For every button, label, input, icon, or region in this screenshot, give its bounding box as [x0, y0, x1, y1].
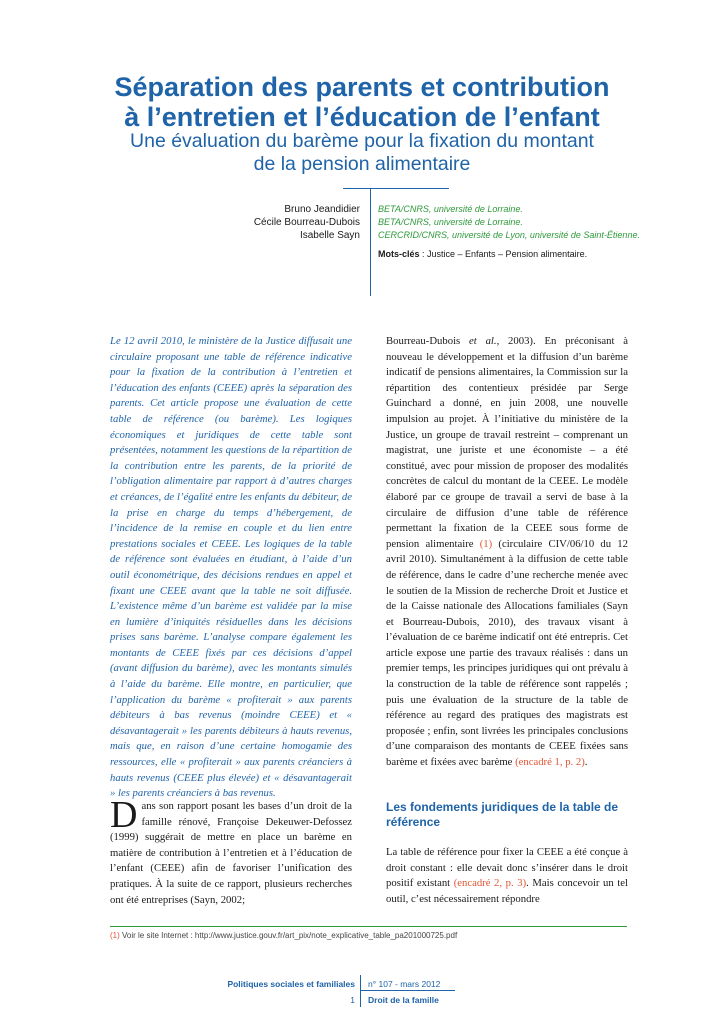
- footer-divider-horizontal: [360, 990, 455, 991]
- keywords: [378, 249, 587, 259]
- author-name: Bruno Jeandidier: [284, 204, 360, 215]
- article-title: [60, 72, 664, 132]
- body-text-left: [110, 794, 352, 908]
- text-run: , 2003). En préconisant à nouveau le développement et la diffusion d’un barème indicatif de pensions alimentaires, la Commission sur la répartition des contentieux présidée par Serge Guinchard a donné, en juin 2008, une nouvelle impulsion au projet. À l’initiative du ministère de la Justice, un groupe de travail restreint – comprenant un magistrat, une juriste et une économiste – a été constitué, avec pour mission de proposer des modalités concrètes de calcul du montant de la CEEE. Le modèle élaboré par ce groupe de travail a servi de base à la circulaire de diffusion d’une table de référence permettant la fixation de la CEEE sous forme de pension alimentaire: [386, 335, 629, 550]
- article-subtitle: [60, 130, 664, 176]
- author-list: [254, 203, 360, 243]
- footer-divider-vertical: [360, 975, 361, 1007]
- footer-rubric: Droit de la famille: [368, 995, 439, 1005]
- page-number: 1: [350, 995, 355, 1005]
- footnote-divider: [110, 926, 627, 927]
- author-name: Isabelle Sayn: [299, 230, 360, 242]
- text-run: . Mais concevoir un tel outil, c’est nécessairement répondre: [386, 877, 628, 905]
- text-run-italic: et al.: [469, 335, 497, 347]
- box-reference-link[interactable]: (encadré 1, p. 2): [515, 756, 585, 769]
- footnote-marker[interactable]: (1): [479, 537, 493, 550]
- drop-cap: D: [110, 794, 138, 836]
- keywords-value: : Justice – Enfants – Pension alimentaire.: [419, 249, 588, 259]
- author-affiliation: BETA/CNRS, université de Lorraine.: [378, 217, 523, 228]
- body-text-right-section: [386, 845, 628, 907]
- affiliation-list: [378, 203, 640, 243]
- footer-issue: n° 107 - mars 2012: [368, 979, 441, 989]
- subtitle-line-2: de la pension alimentaire: [253, 153, 471, 175]
- keywords-label: Mots-clés: [378, 249, 420, 259]
- author-affiliation: CERCRID/CNRS, université de Lyon, université de Saint-Étienne.: [378, 230, 640, 241]
- section-heading: Les fondements juridiques de la table de référence: [386, 800, 619, 829]
- footnote-text: Voir le site Internet : http://www.justice.gouv.fr/art_pix/note_explicative_table_pa201000725.pdf: [119, 931, 458, 940]
- footer-journal-name: Politiques sociales et familiales: [227, 979, 355, 989]
- title-line-2: à l’entretien et l’éducation de l’enfant: [124, 102, 600, 132]
- footnote: [110, 931, 457, 940]
- box-reference-link[interactable]: (encadré 2, p. 3): [453, 877, 527, 890]
- author-affiliation: BETA/CNRS, université de Lorraine.: [378, 204, 523, 214]
- footnote-number: (1): [110, 931, 120, 940]
- header-divider-horizontal: [343, 188, 449, 189]
- text-run: Bourreau-Dubois: [386, 335, 470, 347]
- intro-paragraph: ans son rapport posant les bases d’un droit de la famille rénové, Françoise Dekeuwer-Defossez (1999) suggérait de mettre en place un barème en matière de contribution à l’entretien et à l’éducation de l’enfant (CEEE) afin de favoriser l’unification des pratiques. À la suite de ce rapport, plusieurs recherches ont été entreprises (Sayn, 2002;: [110, 800, 352, 906]
- body-text-right: [386, 334, 628, 771]
- subtitle-line-1: Une évaluation du barème pour la fixation du montant: [130, 130, 594, 152]
- text-run: (circulaire CIV/06/10 du 12 avril 2010). Simultanément à la diffusion de cette table de référence, dans le cadre d’une recherche menée avec le soutien de la Mission de recherche Droit et Justice et de la Caisse nationale des Allocations familiales (Sayn et Bourreau-Dubois, 2010), des travaux visant à l’évaluation de ce barème indicatif ont été entrepris. Cet article expose une partie des travaux réalisés : dans un premier temps, les principes juridiques qui ont prévalu à la construction de la table de référence sont rappelés ; puis une évaluation de la structure de la table de référence au regard des pratiques des magistrats est proposée ; enfin, sont livrées les principales conclusions d’une comparaison des montants de CEEE fixées sans barème et fixées avec barème: [386, 537, 628, 769]
- text-run: .: [584, 756, 588, 769]
- text-run: La table de référence pour fixer la CEEE a été conçue à droit constant : elle devait donc s’insérer dans le droit positif existant: [386, 846, 628, 890]
- header-divider-vertical: [370, 188, 371, 296]
- title-line-1: Séparation des parents et contribution: [114, 72, 610, 102]
- author-name: Cécile Bourreau-Dubois: [253, 217, 360, 229]
- abstract: Le 12 avril 2010, le ministère de la Justice diffusait une circulaire proposant une table de référence indicative pour la fixation de la contribution à l’entretien et l’éducation des enfants (CEEE) après la séparation des parents. Cet article propose une évaluation de cette table de référence (ou barème). Les logiques économiques et juridiques de cette table sont présentées, notamment les questions de la répartition de la contribution entre les parents, de la priorité de l’obligation alimentaire par rapport à d’autres charges et créances, de l’égalité entre les enfants du débiteur, de la prise en charge du temps d’hébergement, de l’incidence de la remise en couple et du lien entre prestations sociales et CEEE. Les logiques de la table de référence sont évaluées en étudiant, à l’aide d’un outil économétrique, des décisions rendues en appel et fixant une CEEE avant que la table ne soit diffusée. L’existence même d’un barème est validée par la mise en lumière d’iniquités résiduelles dans les décisions prises sans barème. L’analyse compare également les montants de CEEE fixés par ces décisions d’appel (avant diffusion du barème), avec les montants simulés à l’aide du barème. Elle montre, en particulier, que l’application du barème « profiterait » aux parents débiteurs à bas revenus (moindre CEEE) et « désavantagerait » les parents débiteurs à hauts revenus, mais que, en raison d’une certaine homogamie des ressources, elle « profiterait » aux parents créanciers à hauts revenus (CEEE plus élevée) et « désavantagerait » les parents créanciers à bas revenus.: [110, 335, 352, 800]
